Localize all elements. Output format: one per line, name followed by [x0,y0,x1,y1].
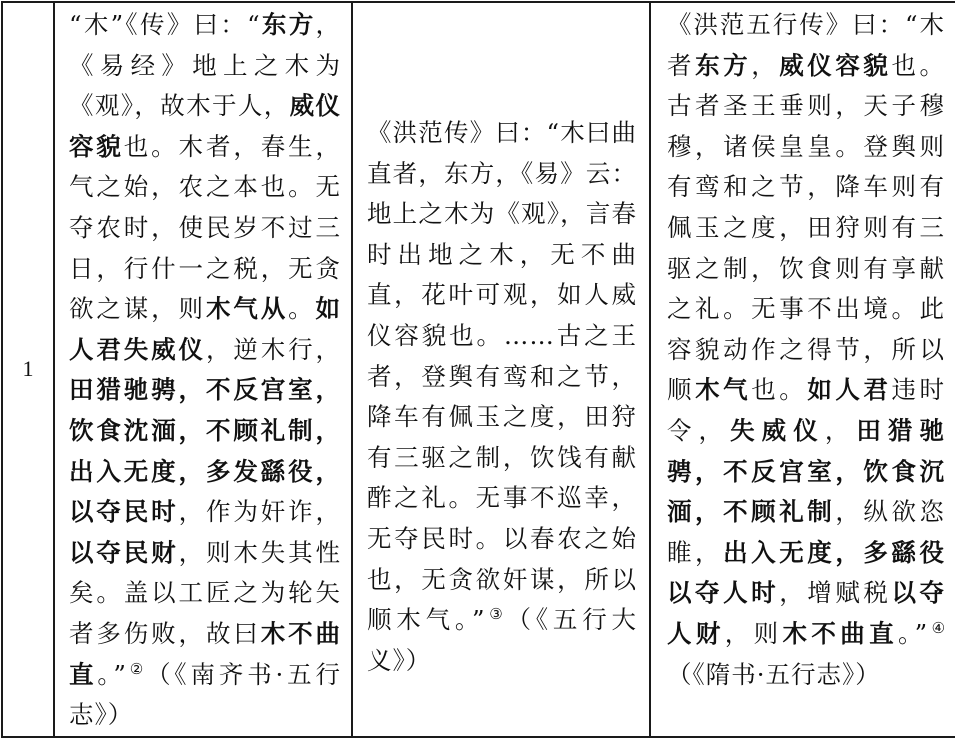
nanqishu-cell [54,2,352,737]
emphasized-text: 如人君失威仪 [69,294,342,364]
emphasized-text: 木气 [695,375,752,405]
body-text: ，《易经》地上之木为《观》，故木于人， [69,10,342,121]
body-text: 也。古者圣王垂则，天子穆穆，诸侯皇皇。登舆则有鸾和之节，降车则有佩玉之度，田狩则有三驱之制，饮食则有享献之礼。无事不出境。此容貌动作之得节，所以顺 [667,50,946,405]
body-text: （《五行大义》） [367,605,638,675]
body-text: ，作为奸诈， [178,497,342,527]
body-text: ，纵欲恣睢， [667,497,946,567]
emphasized-text: 木不曲直 [69,618,342,689]
emphasized-text: 威仪容貌 [779,50,892,80]
body-text: 《洪范传》曰：“木曰曲直者，东方，《易》云：地上之木为《观》，言春时出地之木，无不曲直，花叶可观，如人威仪容貌也。……古之王者，登舆有鸾和之节，降车有佩玉之度，田狩有三驱之制，饮饯有献酢之礼。无事不巡幸，无夺民时。以春农之始也，无贪欲奸谋，所以顺木气。” [367,118,637,635]
body-text: 也。 [751,375,808,405]
footnote-marker: ② [126,659,147,678]
body-text: ，则木失其性矣。盖以工匠之为轮矢者多伤败，故曰 [69,537,342,648]
body-text: “木”《传》曰：“ [69,10,261,39]
emphasized-text: 以夺民财 [69,537,179,567]
body-text: 。” [97,659,127,689]
emphasized-text: 威仪容貌 [69,91,341,161]
emphasized-text: 田猎驰骋，不反宫室，饮食沉湎，不顾礼制 [667,415,945,527]
emphasized-text: 出入无度，多繇役以夺人时 [667,537,946,608]
emphasized-text: 东方 [260,10,316,39]
body-text: ，则 [724,618,783,648]
emphasized-text: 如人君 [807,375,892,405]
emphasized-text: 木不曲直 [782,618,899,648]
emphasized-text: 田猎驰骋，不反宫室，饮食沈湎，不顾礼制，出入无度，多发繇役，以夺民时 [69,375,341,527]
emphasized-text: 失威仪 [730,415,825,445]
body-text: 《洪范五行传》曰：“木者 [667,10,945,80]
body-text: （《隋书·五行志》） [667,659,881,689]
emphasized-text: 东方 [695,50,752,80]
body-text: 违时令， [667,375,946,445]
emphasized-text: 木气从 [205,294,289,324]
body-text: ， [824,415,857,445]
footnote-marker: ③ [485,605,507,624]
emphasized-text: 以夺人财 [667,578,946,648]
row-number: 1 [22,356,34,382]
body-text: ，增赋税 [779,578,892,608]
nanqishu-text [55,3,351,736]
body-text: （《南齐书·五行志》） [69,659,341,730]
suishu-text [651,3,955,695]
wuxing-dayi-cell [352,2,650,737]
row-number-cell [2,2,54,737]
suishu-cell [650,2,955,737]
body-text: 。 [288,294,316,324]
comparison-table [1,1,955,738]
footnote-marker: ④ [928,618,946,637]
body-text: 。” [898,618,929,648]
wuxing-dayi-text [353,3,649,681]
body-text: 也。木者，春生，气之始，农之本也。无夺农时，使民岁不过三日，行什一之税，无贪欲之谋，则 [69,131,342,324]
table-row [2,2,955,737]
body-text: ，逆木行， [205,334,342,364]
body-text: ， [751,50,780,80]
